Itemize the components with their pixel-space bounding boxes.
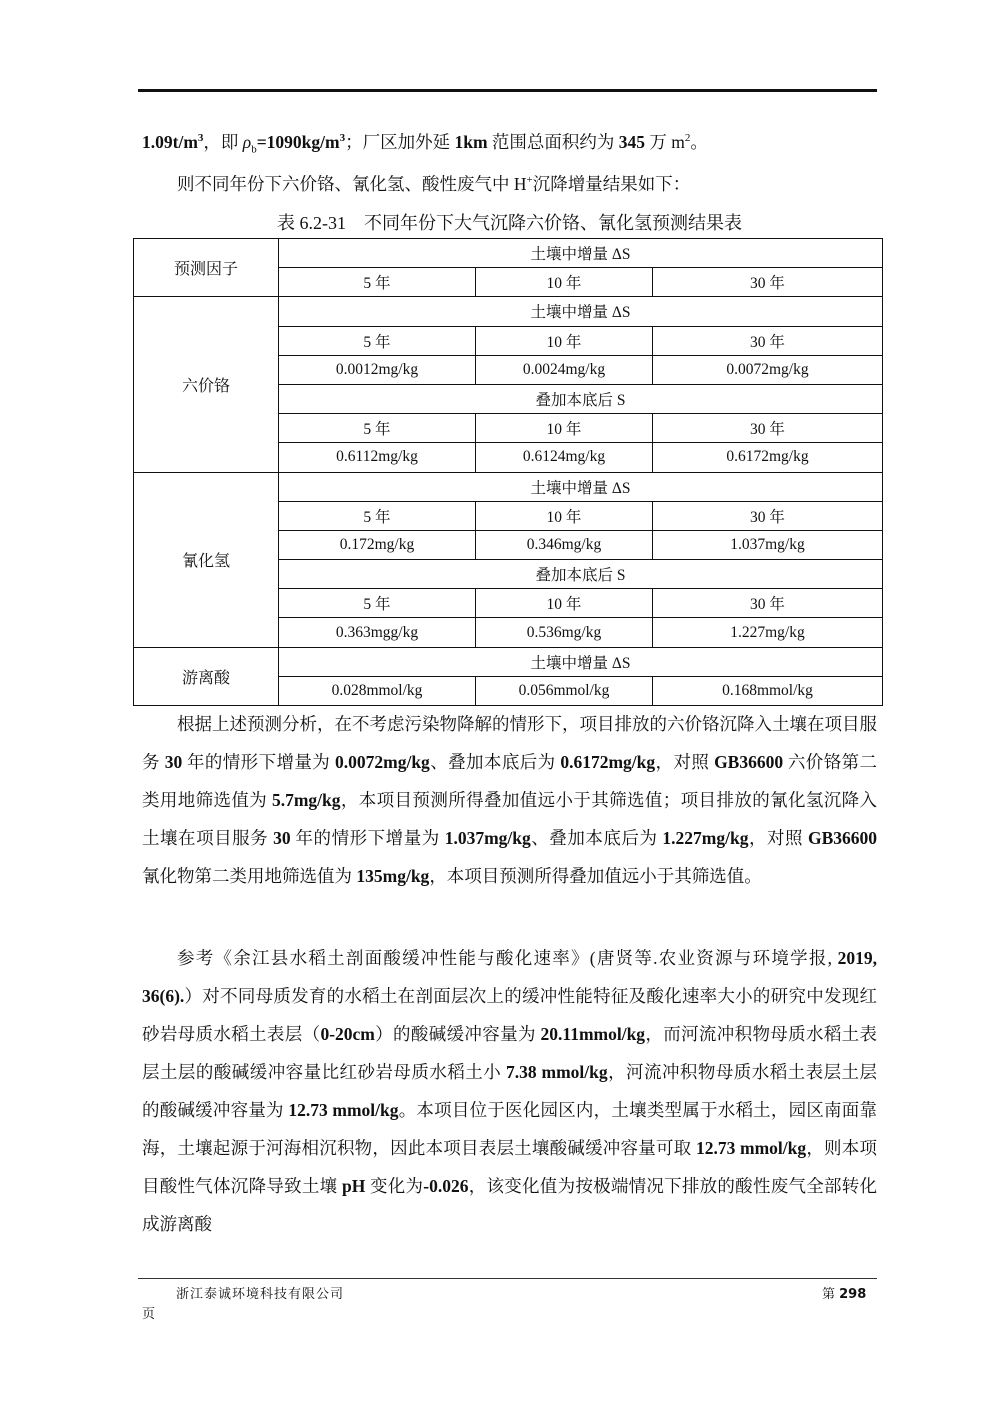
year-cell: 5 年: [279, 268, 476, 297]
body-text: 20.11mmol/kg: [540, 1024, 646, 1044]
body-text: 0-20cm: [320, 1024, 375, 1044]
header-factor-cell: 预测因子: [134, 239, 279, 297]
year-cell: 10 年: [476, 589, 653, 618]
year-cell: 5 年: [279, 589, 476, 618]
year-cell: 30 年: [653, 501, 883, 530]
table-row: [134, 239, 883, 268]
body-text: 12.73 mmol/kg: [696, 1138, 807, 1158]
footer-page-suffix: 页: [142, 1307, 156, 1322]
paragraph-1: [142, 705, 877, 895]
superscript: 2: [684, 132, 691, 145]
year-cell: 10 年: [476, 326, 653, 355]
table-row: [134, 297, 883, 326]
body-text: 参考《余江县水稻土剖面酸缓冲性能与酸化速率》(唐贤等.农业资源与环境学报,: [177, 948, 838, 968]
year-cell: 30 年: [653, 326, 883, 355]
body-text: 135mg/kg: [356, 866, 430, 886]
body-text: 六价铬第二类用地筛选值为: [142, 752, 878, 810]
intro-text: 。: [690, 132, 708, 152]
body-text: ，对照: [748, 828, 808, 848]
intro-text: 345: [618, 132, 646, 152]
body-text: pH: [342, 1176, 366, 1196]
body-text: ，本项目预测所得叠加值远小于其筛选值；项目排放的氰化氢沉降入土壤在项目服务: [142, 790, 878, 848]
intro-line-2: [142, 165, 877, 203]
body-text: 、叠加本底后为: [530, 828, 663, 848]
intro-text: 1km: [454, 132, 488, 152]
increase-label-cell: 土壤中增量 ΔS: [279, 472, 883, 501]
body-text: ，河流冲积物母质水稻土表层土层的酸碱缓冲容量为: [142, 1062, 878, 1120]
intro-text: ，即: [203, 132, 243, 152]
value-cell: 0.0072mg/kg: [653, 355, 883, 384]
body-text: ，该变化值为按极端情况下排放的酸性废气全部转化成游离酸: [142, 1176, 878, 1234]
intro-line-1: [142, 123, 877, 161]
value-cell: 0.363mgg/kg: [279, 618, 476, 647]
value-cell: 0.6112mg/kg: [279, 443, 476, 472]
intro-text: 万 m: [645, 132, 685, 152]
table-caption: 表 6.2-31 不同年份下大气沉降六价铬、氰化氢预测结果表: [277, 213, 742, 233]
footer-rule: [138, 1278, 877, 1279]
body-text: -0.026: [423, 1176, 469, 1196]
body-text: 0.0072mg/kg: [335, 752, 430, 772]
header-rule: [138, 89, 877, 92]
body-text: 氰化物第二类用地筛选值为: [142, 866, 357, 886]
subscript: b: [251, 143, 257, 156]
intro-text: 沉降增量结果如下：: [532, 174, 691, 194]
body-text: ）的酸碱缓冲容量为: [374, 1024, 541, 1044]
year-cell: 10 年: [476, 268, 653, 297]
superscript: 3: [339, 132, 346, 145]
value-cell: 0.346mg/kg: [476, 530, 653, 559]
increase-label-cell: 土壤中增量 ΔS: [279, 297, 883, 326]
body-text: ）对不同母质发育的水稻土在剖面层次上的缓冲性能特征及酸化速率大小的研究中发现红砂岩母质水稻土表层（: [142, 986, 877, 1044]
year-cell: 10 年: [476, 501, 653, 530]
year-cell: 5 年: [279, 414, 476, 443]
value-cell: 0.028mmol/kg: [279, 676, 476, 705]
body-text: ，而河流冲积物母质水稻土表层土层的酸碱缓冲容量比红砂岩母质水稻土小: [142, 1024, 878, 1082]
intro-text: 则不同年份下六价铬、氰化氢、酸性废气中 H: [177, 174, 527, 194]
year-cell: 30 年: [653, 589, 883, 618]
year-cell: 30 年: [653, 268, 883, 297]
body-text: 7.38 mmol/kg: [506, 1062, 608, 1082]
body-text: 5.7mg/kg: [271, 790, 341, 810]
factor-cell-acid: 游离酸: [134, 647, 279, 705]
year-cell: 5 年: [279, 326, 476, 355]
value-cell: 0.056mmol/kg: [476, 676, 653, 705]
after-bg-label-cell: 叠加本底后 S: [279, 560, 883, 589]
body-text: 1.037mg/kg: [444, 828, 531, 848]
body-text: 年的情形下增量为: [290, 828, 445, 848]
body-text: 变化为: [365, 1176, 424, 1196]
value-cell: 0.0012mg/kg: [279, 355, 476, 384]
page-number: 298: [839, 1287, 867, 1302]
table-row: [134, 647, 883, 676]
body-text: 30: [273, 828, 291, 848]
body-text: 0.6172mg/kg: [560, 752, 656, 772]
value-cell: 0.172mg/kg: [279, 530, 476, 559]
prediction-table: [133, 238, 883, 706]
body-text: ，本项目预测所得叠加值远小于其筛选值。: [429, 866, 762, 886]
body-text: GB36600: [808, 828, 878, 848]
after-bg-label-cell: 叠加本底后 S: [279, 384, 883, 413]
increase-label-cell: 土壤中增量 ΔS: [279, 647, 883, 676]
header-increase-cell: 土壤中增量 ΔS: [279, 239, 883, 268]
rho-symbol: ρ: [242, 132, 252, 152]
factor-cell-hcn: 氰化氢: [134, 472, 279, 647]
body-text: GB36600: [714, 752, 784, 772]
value-cell: 0.0024mg/kg: [476, 355, 653, 384]
value-cell: 0.536mg/kg: [476, 618, 653, 647]
body-text: 30: [164, 752, 183, 772]
footer-page-number: [822, 1283, 866, 1302]
superscript: 3: [197, 132, 204, 145]
value-cell: 0.168mmol/kg: [653, 676, 883, 705]
intro-text: 1.09t/m: [142, 132, 198, 152]
year-cell: 5 年: [279, 501, 476, 530]
intro-text: =1090kg/m: [256, 132, 340, 152]
body-text: 。本项目位于医化园区内，土壤类型属于水稻土，园区南面靠海，土壤起源于河海相沉积物，因此本项目表层土壤酸碱缓冲容量可取: [142, 1100, 878, 1158]
value-cell: 1.227mg/kg: [653, 618, 883, 647]
footer-company: 浙江泰诚环境科技有限公司: [176, 1287, 345, 1302]
body-text: ，则本项目酸性气体沉降导致土壤: [142, 1138, 878, 1196]
page-prefix: 第: [822, 1287, 840, 1302]
year-cell: 10 年: [476, 414, 653, 443]
body-text: 根据上述预测分析，在不考虑污染物降解的情形下，项目排放的六价铬沉降入土壤在项目服务: [142, 714, 877, 772]
intro-text: 范围总面积约为: [487, 132, 619, 152]
body-text: 、叠加本底后为: [429, 752, 561, 772]
superscript: +: [526, 174, 533, 187]
intro-text: ；厂区加外延: [345, 132, 455, 152]
body-text: 12.73 mmol/kg: [288, 1100, 399, 1120]
value-cell: 0.6124mg/kg: [476, 443, 653, 472]
body-text: 年的情形下增量为: [182, 752, 335, 772]
value-cell: 0.6172mg/kg: [653, 443, 883, 472]
year-cell: 30 年: [653, 414, 883, 443]
table-row: [134, 472, 883, 501]
paragraph-2: [142, 939, 877, 1243]
body-text: ，对照: [655, 752, 715, 772]
factor-cell-cr: 六价铬: [134, 297, 279, 472]
value-cell: 1.037mg/kg: [653, 530, 883, 559]
body-text: 1.227mg/kg: [662, 828, 749, 848]
body-text: 2019, 36(6).: [142, 948, 877, 1006]
